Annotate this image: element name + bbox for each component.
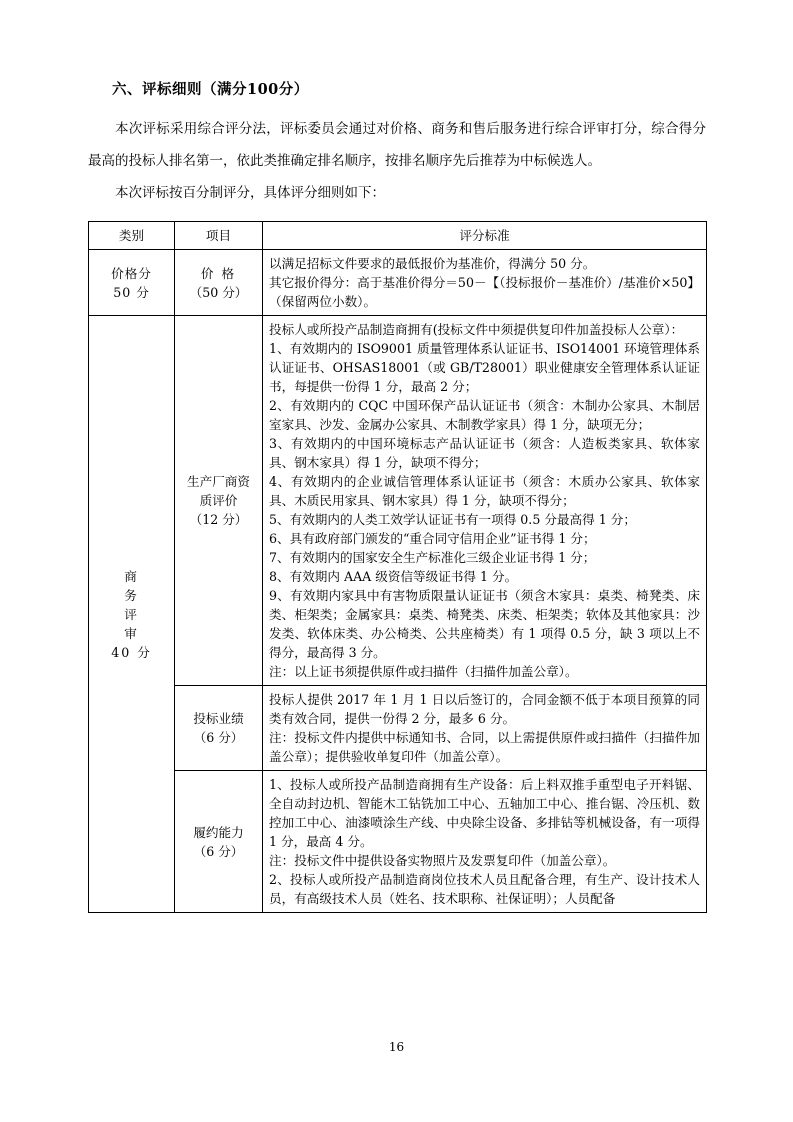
criteria-price [263,250,707,316]
criteria-line: 8、有效期内 AAA 级资信等级证书得 1 分。 [269,569,518,584]
item-price [175,250,263,316]
table-header-row [89,222,707,250]
category-business-line3: 评 [124,606,139,622]
paragraph-scoring: 本次评标按百分制评分，具体评分细则如下： [115,185,385,201]
category-business [89,316,175,913]
criteria-line: 注：投标文件中提供设备实物照片及发票复印件（加盖公章）。 [269,853,616,868]
item-price-score: （50 分） [189,284,248,300]
table-row [89,250,707,316]
page-number: 16 [388,1040,405,1054]
category-business-line2: 务 [124,587,139,603]
criteria-line: 投标人或所投产品制造商拥有(投标文件中须提供复印件加盖投标人公章）： [269,322,684,337]
criteria-line: 其它报价得分：高于基准价得分＝50－【（投标报价－基准价）/基准价×50】（保留两位小数）。 [269,275,700,309]
criteria-line: 2、投标人或所投产品制造商岗位技术人员且配备合理，有生产、设计技术人员，有高级技术人员（姓名、技术职称、社保证明）；人员配备 [269,872,700,906]
section-heading: 六、评标细则（满分100分） [112,81,309,98]
item-bid-performance-name: 投标业绩 [193,711,244,726]
criteria-bid-performance [263,686,707,771]
item-performance-capability [175,771,263,913]
header-item: 项目 [175,222,263,250]
category-price-line1: 价格分 [111,265,152,281]
item-price-name: 价 格 [200,265,237,281]
item-manufacturer-qualification-name: 生产厂商资质评价 [187,474,250,508]
category-price-line2: 50 分 [113,284,150,300]
criteria-line: 注：以上证书须提供原件或扫描件（扫描件加盖公章）。 [269,664,578,679]
criteria-line: 5、有效期内的人类工效学认证证书有一项得 0.5 分最高得 1 分； [269,512,636,527]
criteria-line: 9、有效期内家具中有害物质限量认证证书（须含木家具：桌类、椅凳类、床类、柜架类；金属家具：桌类、椅凳类、床类、柜架类；软体及其他家具：沙发类、软体床类、办公椅类、公共座椅类）有 1 项得 0.5 分，缺 3 项以上不得分，最高得 3 分。 [269,588,700,660]
criteria-line: 4、有效期内的企业诚信管理体系认证证书（须含：木质办公家具、软体家具、木质民用家具、钢木家具）得 1 分，缺项不得分； [269,474,700,508]
criteria-line: 1、有效期内的 ISO9001 质量管理体系认证证书、ISO14001 环境管理体系认证证书、OHSAS18001（或 GB/T28001）职业健康安全管理体系认证证书，每提供一份得 1 分，最高 2 分； [269,341,700,394]
scoring-table [88,221,707,913]
table-row [89,771,707,913]
category-business-line5: 40 分 [111,644,152,660]
paragraph-intro: 本次评标采用综合评分法，评标委员会通过对价格、商务和售后服务进行综合评审打分，综合得分最高的投标人排名第一，依此类推确定排名顺序，按排名顺序先后推荐为中标候选人。 [88,121,706,169]
table-row [89,686,707,771]
criteria-line: 1、投标人或所投产品制造商拥有生产设备：后上料双推手重型电子开料锯、全自动封边机、智能木工钻铣加工中心、五轴加工中心、推台锯、冷压机、数控加工中心、油漆喷涂生产线、中央除尘设备、多排钻等机械设备，有一项得 1 分，最高 4 分。 [269,777,700,849]
page-content [88,78,706,913]
criteria-line: 2、有效期内的 CQC 中国环保产品认证证书（须含：木制办公家具、木制居室家具、沙发、金属办公家具、木制教学家具）得 1 分，缺项无分； [269,398,700,432]
criteria-line: 以满足招标文件要求的最低报价为基准价，得满分 50 分。 [269,256,596,271]
item-performance-capability-name: 履约能力 [193,824,244,840]
criteria-line: 3、有效期内的中国环境标志产品认证证书（须含：人造板类家具、软体家具、钢木家具）得 1 分，缺项不得分； [269,436,700,470]
item-manufacturer-qualification-score: （12 分） [189,512,248,527]
item-bid-performance [175,686,263,771]
category-business-line4: 审 [124,625,139,641]
header-category: 类别 [89,222,175,250]
criteria-line: 6、具有政府部门颁发的“重合同守信用企业”证书得 1 分； [269,531,596,546]
category-price [89,250,175,316]
criteria-line: 7、有效期内的国家安全生产标准化三级企业证书得 1 分； [269,550,596,565]
item-bid-performance-score: （6 分） [193,730,244,745]
category-business-line1: 商 [124,568,139,584]
criteria-manufacturer-qualification [263,316,707,686]
criteria-performance-capability [263,771,707,913]
item-performance-capability-score: （6 分） [193,843,244,859]
table-row [89,316,707,686]
criteria-line: 投标人提供 2017 年 1 月 1 日以后签订的，合同金额不低于本项目预算的同类有效合同，提供一份得 2 分，最多 6 分。 [269,692,700,726]
criteria-line: 注：投标文件内提供中标通知书、合同，以上需提供原件或扫描件（扫描件加盖公章）；提供验收单复印件（加盖公章）。 [269,730,700,764]
item-manufacturer-qualification [175,316,263,686]
header-criteria: 评分标准 [263,222,707,250]
